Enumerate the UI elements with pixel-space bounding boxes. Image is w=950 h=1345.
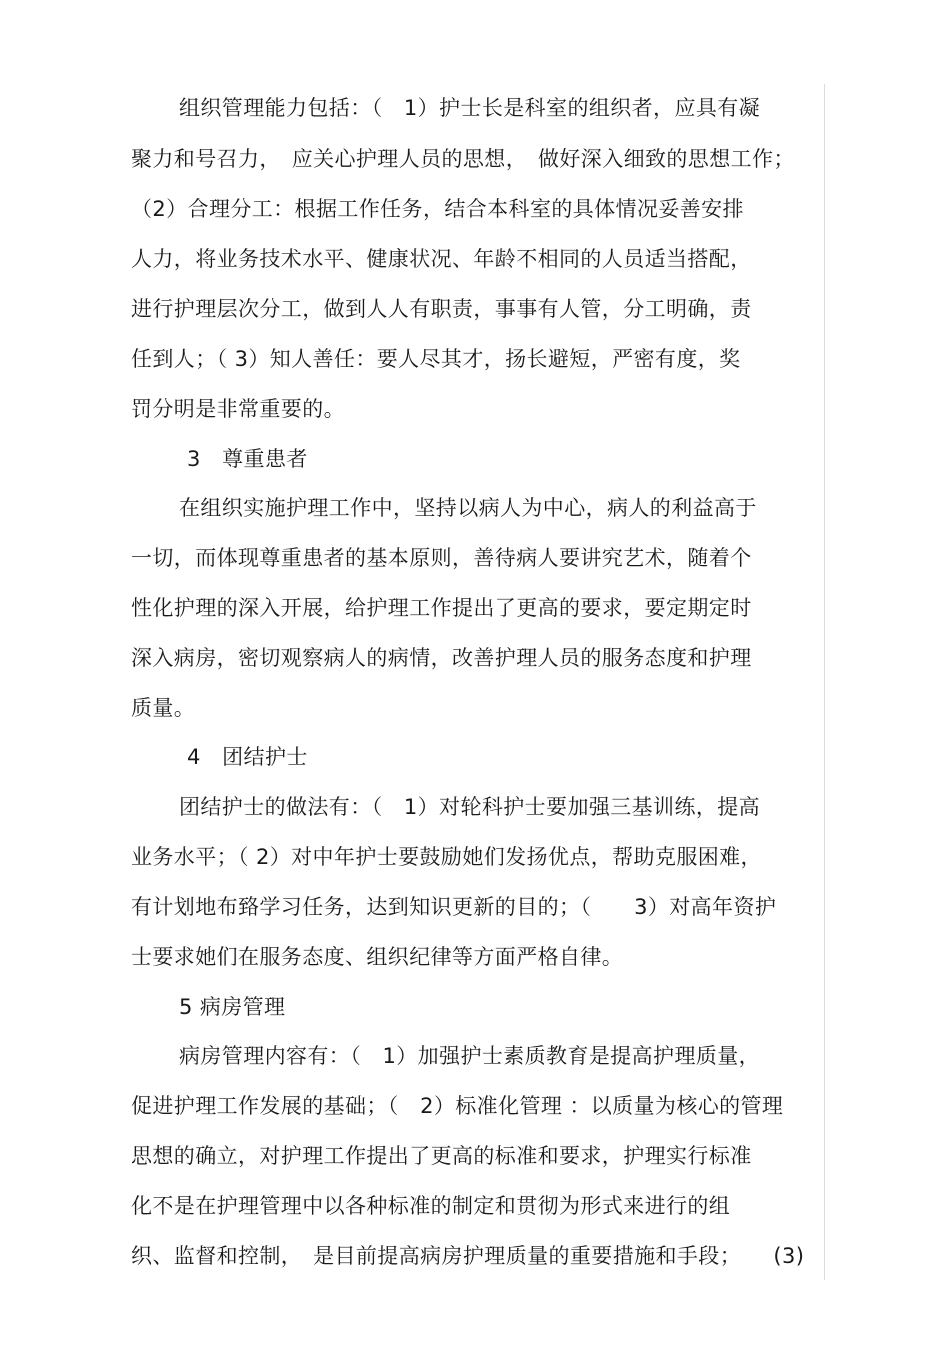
paragraph-line: 在组织实施护理工作中，坚持以病人为中心，病人的利益高于 <box>179 496 757 520</box>
paragraph-line: 思想的确立，对护理工作提出了更高的标准和要求，护理实行标准 <box>131 1144 752 1168</box>
paragraph-line: 团结护士的做法有：（ 1）对轮科护士要加强三基训练，提高 <box>179 795 761 819</box>
paragraph-line: 质量。 <box>131 696 196 720</box>
paragraph-line: 病房管理内容有：（ 1）加强护士素质教育是提高护理质量， <box>179 1044 761 1068</box>
paragraph-line: 织、监督和控制， 是目前提高病房护理质量的重要措施和手段； (3) <box>131 1244 805 1268</box>
paragraph-line: 化不是在护理管理中以各种标准的制定和贯彻为形式来进行的组 <box>131 1194 731 1218</box>
paragraph-line: 有计划地布臵学习任务，达到知识更新的目的；（ 3）对高年资护 <box>131 895 777 919</box>
paragraph-line: （2）合理分工：根据工作任务，结合本科室的具体情况妥善安排 <box>131 197 744 221</box>
paragraph-line: 罚分明是非常重要的。 <box>131 397 345 421</box>
section-heading: 3 尊重患者 <box>187 447 308 471</box>
paragraph-line: 聚力和号召力， 应关心护理人员的思想， 做好深入细致的思想工作； <box>131 147 795 171</box>
paragraph-line: 士要求她们在服务态度、组织纪律等方面严格自律。 <box>131 945 624 969</box>
paragraph-line: 业务水平；（ 2）对中年护士要鼓励她们发扬优点，帮助克服困难， <box>131 845 762 869</box>
paragraph-line: 进行护理层次分工，做到人人有职责，事事有人管，分工明确，责 <box>131 297 752 321</box>
page-edge-divider <box>824 84 825 1280</box>
paragraph-line: 促进护理工作发展的基础；（ 2）标准化管理 ：以质量为核心的管理 <box>131 1094 784 1118</box>
paragraph-line: 深入病房，密切观察病人的病情，改善护理人员的服务态度和护理 <box>131 646 752 670</box>
paragraph-line: 任到人；（ 3）知人善任：要人尽其才，扬长避短，严密有度，奖 <box>131 347 741 371</box>
paragraph-line: 一切，而体现尊重患者的基本原则，善待病人要讲究艺术，随着个 <box>131 546 752 570</box>
paragraph-line: 人力，将业务技术水平、健康状况、年龄不相同的人员适当搭配， <box>131 247 752 271</box>
section-heading: 5 病房管理 <box>179 995 286 1019</box>
paragraph-line: 组织管理能力包括：（ 1）护士长是科室的组织者，应具有凝 <box>179 96 761 120</box>
section-heading: 4 团结护士 <box>187 745 308 769</box>
paragraph-line: 性化护理的深入开展，给护理工作提出了更高的要求，要定期定时 <box>131 596 752 620</box>
